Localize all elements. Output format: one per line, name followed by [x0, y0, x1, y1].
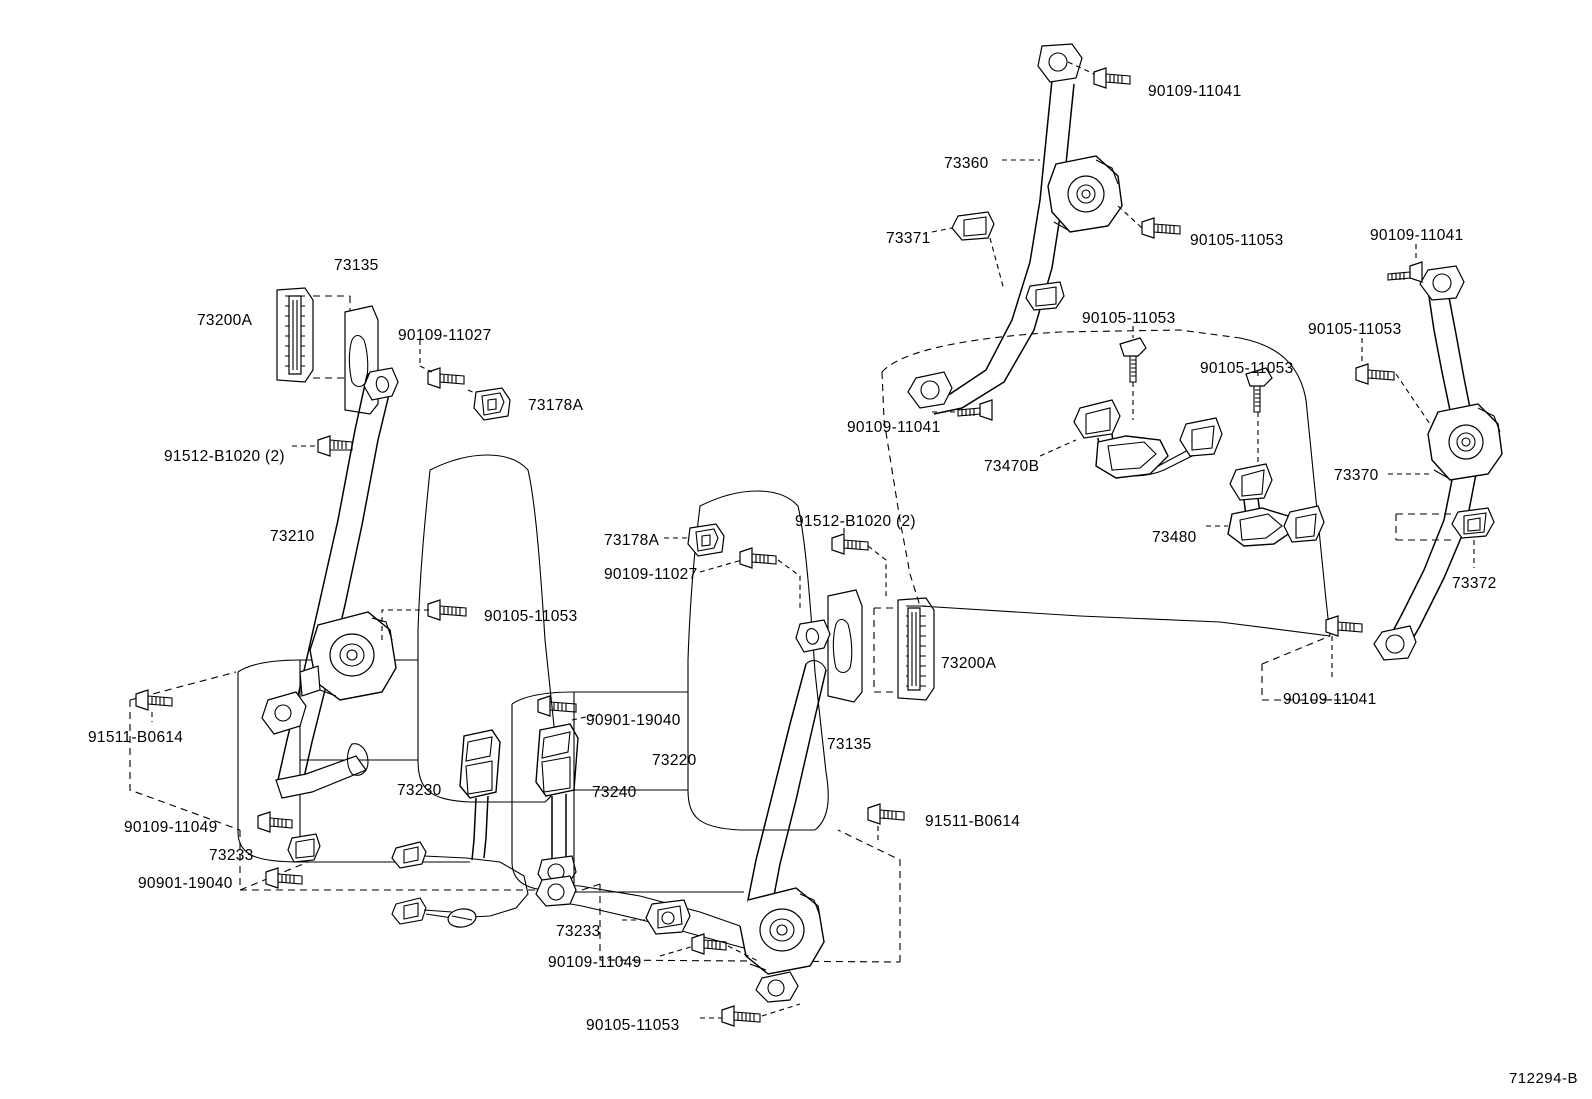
leader-90105-r1 [1118, 206, 1142, 228]
part-label-73370: 73370 [1334, 467, 1379, 484]
leader-90105-r3b [1396, 374, 1430, 424]
bolt-90105-11053-r3 [1356, 364, 1394, 384]
part-73360-belt [908, 44, 1122, 414]
bolt-91511-B0614-mid [868, 804, 904, 824]
part-label-73470B: 73470B [984, 458, 1040, 475]
dashed-73372 [1396, 514, 1452, 540]
part-label-73178A-mid: 73178A [604, 532, 660, 549]
leader-90109-11027-left [420, 340, 432, 372]
part-73470B [1074, 400, 1222, 478]
bolt-90109-11041-r3 [1326, 616, 1362, 636]
bolt-90109-11049-mid [692, 934, 726, 954]
part-73240-buckle [536, 724, 578, 886]
part-label-90105-11053-r3: 90105-11053 [1308, 321, 1402, 338]
part-label-73480: 73480 [1152, 529, 1197, 546]
part-73200A-mid [898, 598, 934, 700]
leader-mid-2 [778, 560, 800, 608]
bolt-90901-19040-left [266, 868, 302, 888]
bolt-91511-B0614-left [136, 690, 172, 710]
leader-90105-bottom-2 [762, 1004, 800, 1016]
part-label-90901-19040-mid: 90901-19040 [586, 712, 681, 729]
leader-90109-11027-mid [700, 560, 742, 572]
part-label-73178A-left: 73178A [528, 397, 584, 414]
part-label-73135-left: 73135 [334, 257, 379, 274]
part-label-73220: 73220 [652, 752, 697, 769]
part-label-91511-B0614-left: 91511-B0614 [88, 729, 184, 746]
part-label-90105-11053-left: 90105-11053 [484, 608, 578, 625]
part-73178A-left [474, 388, 510, 420]
part-73220-belt [536, 620, 830, 1002]
leader-73371 [932, 228, 952, 232]
part-label-90109-11027-left: 90109-11027 [398, 327, 492, 344]
part-label-73372: 73372 [1452, 575, 1497, 592]
part-73233-mid [646, 900, 690, 934]
part-label-90105-11053-r2: 90105-11053 [1082, 310, 1176, 327]
mid-seat-outline [512, 491, 828, 892]
bolt-90109-11049-left [258, 812, 292, 832]
bolt-91512-B1020-mid [832, 534, 868, 554]
part-label-73240: 73240 [592, 784, 637, 801]
part-label-73200A-left: 73200A [197, 312, 253, 329]
part-73135-mid [828, 590, 862, 702]
diagram-code: 712294-B [1508, 1070, 1578, 1087]
bolt-90109-11041-top [1094, 68, 1130, 88]
mid-seat-dashed-frame [576, 830, 900, 962]
part-label-91512-B1020-left: 91512-B1020 (2) [164, 448, 285, 465]
part-label-90105-11053-r1: 90105-11053 [1190, 232, 1284, 249]
left-seat-outline [238, 455, 558, 862]
part-label-73233-left: 73233 [209, 847, 254, 864]
part-73480 [1228, 464, 1324, 546]
part-label-73210: 73210 [270, 528, 315, 545]
bolt-90105-11053-r2 [1120, 338, 1146, 382]
part-label-90109-11041-r1: 90109-11041 [1370, 227, 1464, 244]
part-label-90109-11041-top: 90109-11041 [1148, 83, 1242, 100]
part-73200A-left [277, 288, 313, 382]
part-label-73230: 73230 [397, 782, 442, 799]
bolt-90109-11027-left [428, 368, 464, 388]
part-label-73233-mid: 73233 [556, 923, 601, 940]
part-label-90109-11027-mid: 90109-11027 [604, 566, 698, 583]
part-label-90109-11041-r3: 90109-11041 [1283, 691, 1377, 708]
part-73371-clip [952, 212, 994, 240]
leader-91512-mid [844, 528, 886, 600]
bolt-90105-11053-left [428, 600, 466, 620]
part-label-73200A-mid: 73200A [941, 655, 997, 672]
leader-73470B [1040, 440, 1076, 456]
bolt-90109-11027-mid [740, 548, 776, 568]
part-label-73135-mid: 73135 [827, 736, 872, 753]
part-label-91511-B0614-mid: 91511-B0614 [925, 813, 1021, 830]
part-73210-belt [262, 368, 398, 798]
part-label-73360: 73360 [944, 155, 989, 172]
part-73178A-mid [688, 524, 724, 556]
part-label-91512-B1020-mid: 91512-B1020 (2) [795, 513, 916, 530]
bolt-91512-B1020-left [318, 436, 352, 456]
part-73372-clip [1452, 508, 1494, 538]
bolt-90109-11041-r2 [958, 400, 992, 420]
bolt-90109-11041-r1 [1388, 262, 1422, 282]
part-label-90105-11053-bottom: 90105-11053 [586, 1017, 680, 1034]
bolt-90901-19040-mid [538, 696, 576, 716]
bolt-90105-11053-r1 [1142, 218, 1180, 238]
part-label-90109-11049-left: 90109-11049 [124, 819, 218, 836]
dashed-73200A-mid [874, 608, 898, 692]
part-label-90901-19040-left: 90901-19040 [138, 875, 233, 892]
part-73233-left [288, 834, 320, 862]
part-label-90109-11049-mid: 90109-11049 [548, 954, 642, 971]
part-label-73371: 73371 [886, 230, 931, 247]
part-label-90105-11053-r4: 90105-11053 [1200, 360, 1294, 377]
part-label-90109-11041-r2: 90109-11041 [847, 419, 941, 436]
leader-73371-2 [990, 238, 1004, 290]
leader-90109-11049-mid [660, 946, 694, 956]
bolt-90105-11053-bottom [722, 1006, 760, 1026]
